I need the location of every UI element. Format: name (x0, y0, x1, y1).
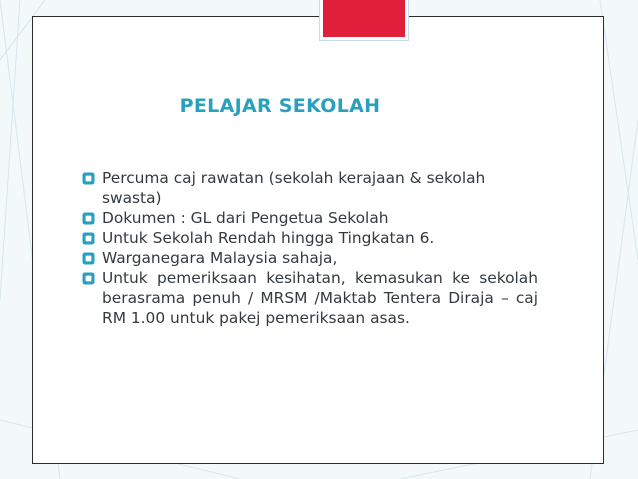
bullet-text: Warganegara Malaysia sahaja, (102, 249, 338, 268)
accent-tab (320, 0, 408, 40)
bullet-item (82, 209, 538, 229)
bullet-text: Percuma caj rawatan (sekolah kerajaan & sekolah swasta) (102, 169, 486, 207)
bullet-text: Untuk Sekolah Rendah hingga Tingkatan 6. (102, 228, 435, 247)
bullet-text: Untuk pemeriksaan kesihatan, kemasukan ke sekolah berasrama penuh / MRSM /Maktab Tentera Diraja – caj RM 1.00 untuk pakej pemeriksaan asas. (102, 269, 538, 327)
bullet-text: Dokumen : GL dari Pengetua Sekolah (102, 208, 389, 227)
square-checkbox-icon (82, 272, 95, 285)
bullet-item (82, 249, 538, 269)
square-checkbox-icon (82, 232, 95, 245)
square-checkbox-icon (82, 252, 95, 265)
bullet-list (82, 169, 538, 329)
bullet-item (82, 229, 538, 249)
square-checkbox-icon (82, 172, 95, 185)
slide-title: PELAJAR SEKOLAH (179, 95, 381, 117)
bullet-item (82, 269, 538, 328)
bullet-item (82, 169, 538, 208)
square-checkbox-icon (82, 212, 95, 225)
